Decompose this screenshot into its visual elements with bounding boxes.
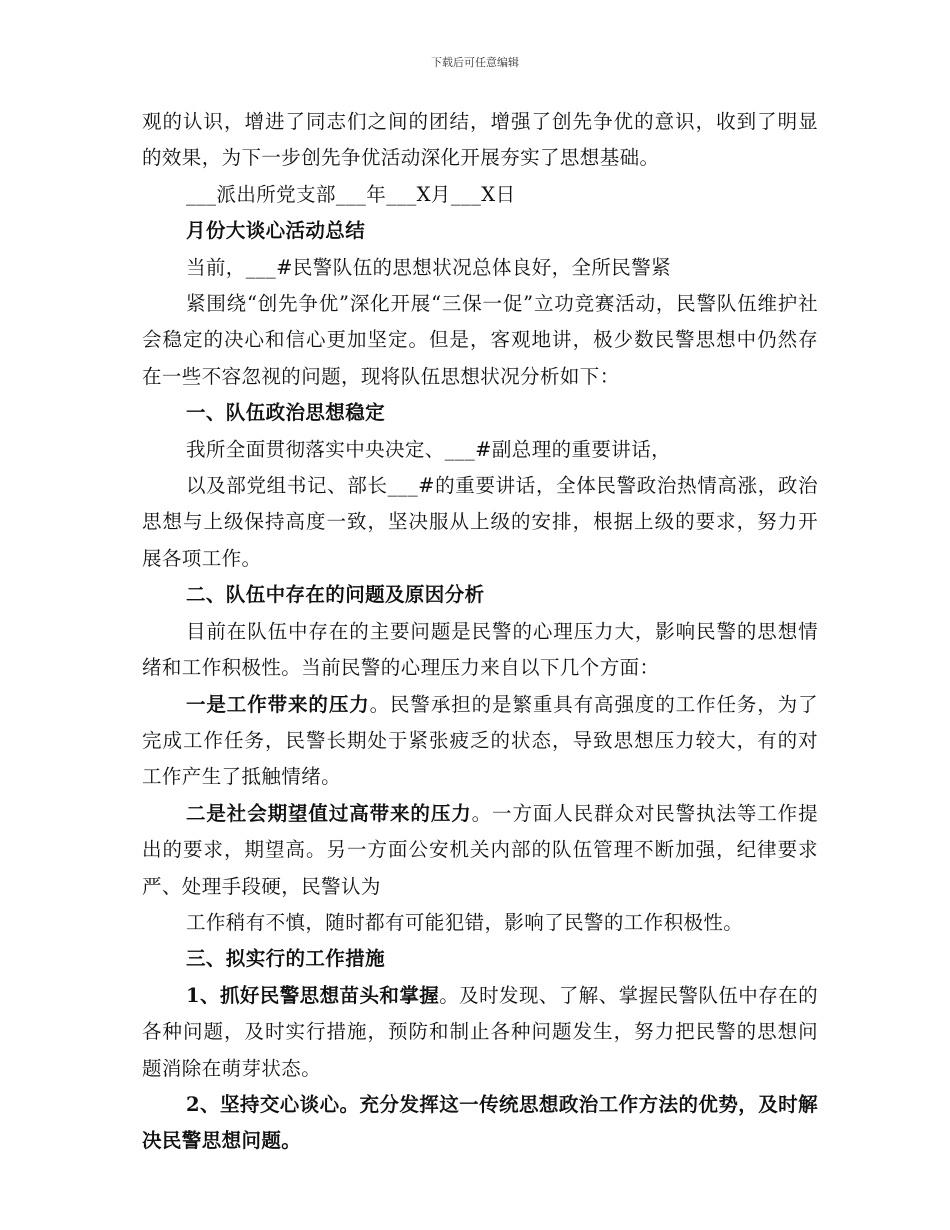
paragraph-intro: 当前，___#民警队伍的思想状况总体良好，全所民警紧 — [186, 255, 671, 279]
paragraph-measure-1 — [142, 978, 818, 1087]
paragraph-rest: 。民警承担的是繁重具有高强度的工作任务，为了完成工作任务，民警长期处于紧张疲乏的状态，导致思想压力较大，有的对工作产生了抵触情绪。 — [142, 692, 818, 789]
document-body — [142, 104, 818, 1160]
heading-1: 一、队伍政治思想稳定 — [186, 401, 386, 425]
paragraph-lead: 二是社会期望值过高带来的压力 — [186, 801, 472, 825]
paragraph-measure-2: 2、坚持交心谈心。充分发挥这一传统思想政治工作方法的优势，及时解决民警思想问题。 — [142, 1092, 818, 1153]
paragraph-lead: 一是工作带来的压力 — [186, 692, 370, 716]
heading-2: 二、队伍中存在的问题及原因分析 — [186, 583, 485, 607]
heading-3: 三、拟实行的工作措施 — [186, 947, 386, 971]
signature-date-line: ___派出所党支部___年___X月___X日 — [186, 182, 516, 206]
section-title: 月份大谈心活动总结 — [186, 219, 366, 243]
paragraph-pressure-1 — [142, 687, 818, 796]
paragraph-1a: 我所全面贯彻落实中央决定、___#副总理的重要讲话， — [186, 437, 671, 461]
paragraph-overview: 紧围绕“创先争优”深化开展“三保一促”立功竞赛活动，民警队伍维护社会稳定的决心和信心更加坚定。但是，客观地讲，极少数民警思想中仍然存在一些不容忽视的问题，现将队伍思想状况分析如下： — [142, 292, 818, 388]
paragraph-pressure-2 — [142, 796, 818, 905]
paragraph-lead: 1、抓好民警思想苗头和掌握 — [186, 983, 440, 1007]
paragraph-2: 目前在队伍中存在的主要问题是民警的心理压力大，影响民警的思想情绪和工作积极性。当前民警的心理压力来自以下几个方面： — [142, 619, 818, 680]
page-header: 下载后可任意编辑 — [431, 56, 519, 69]
paragraph-rest: 。及时发现、了解、掌握民警队伍中存在的各种问题，及时实行措施，预防和制止各种问题发生，努力把民警的思想问题消除在萌芽状态。 — [142, 983, 818, 1080]
paragraph-rest: 。一方面人民群众对民警执法等工作提出的要求，期望高。另一方面公安机关内部的队伍管理不断加强，纪律要求严、处理手段硬，民警认为 — [142, 801, 818, 898]
paragraph-continuation: 观的认识，增进了同志们之间的团结，增强了创先争优的意识，收到了明显的效果，为下一步创先争优活动深化开展夯实了思想基础。 — [142, 110, 818, 170]
paragraph-pressure-2-cont: 工作稍有不慎，随时都有可能犯错，影响了民警的工作积极性。 — [186, 910, 744, 934]
paragraph-1b: 以及部党组书记、部长___#的重要讲话，全体民警政治热情高涨，政治思想与上级保持高度一致，坚决服从上级的安排，根据上级的要求，努力开展各项工作。 — [142, 474, 818, 570]
